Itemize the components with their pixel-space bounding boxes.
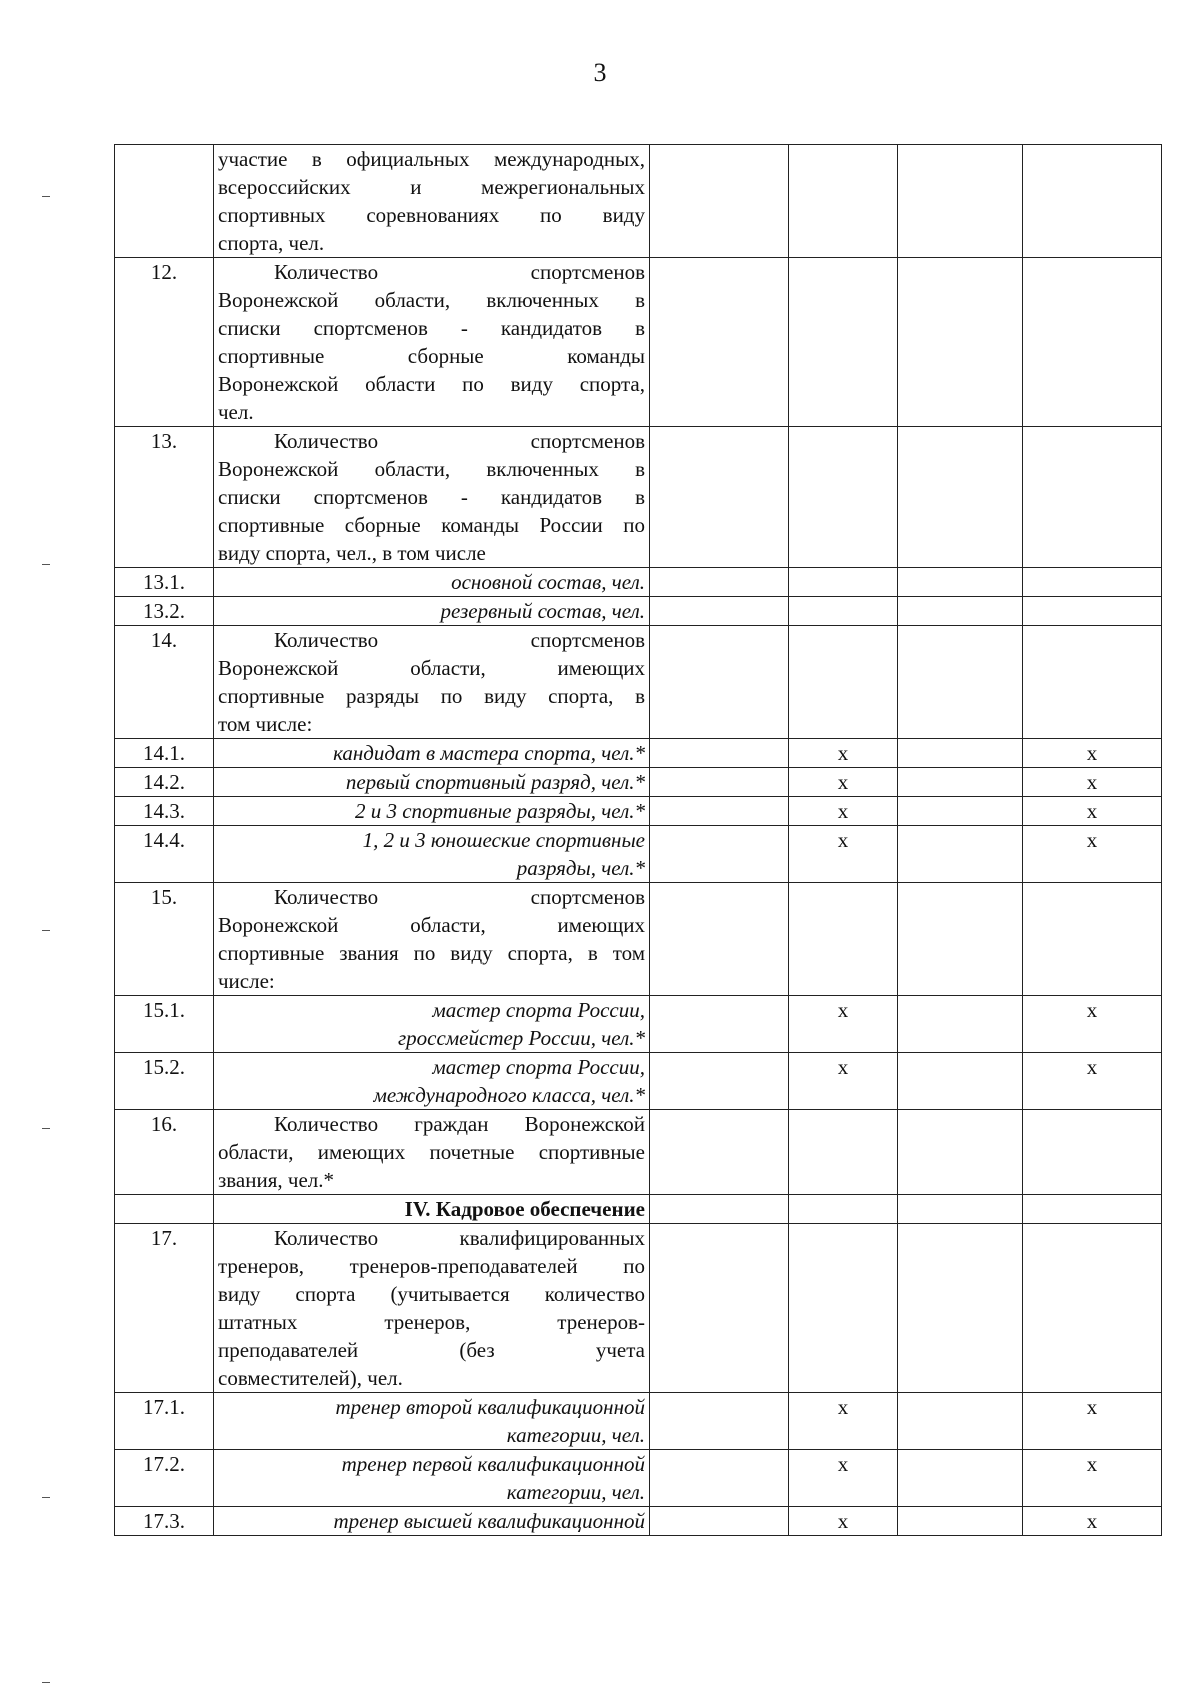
table-row <box>115 739 1162 768</box>
indicator-text-line: Воронежской области, имеющих <box>218 913 645 937</box>
indicator-text-line: Количество спортсменов <box>274 429 645 453</box>
row-number: 15.1. <box>115 996 214 1053</box>
sub-indicator-name <box>214 797 650 826</box>
indicator-text-line: звания, чел.* <box>218 1168 335 1192</box>
sub-indicator-name <box>214 1507 650 1536</box>
sub-indicator-name <box>214 996 650 1053</box>
row-number: 13. <box>115 427 214 568</box>
indicator-text-line: области, имеющих почетные спортивные <box>218 1140 645 1164</box>
value-cell-1 <box>650 1110 789 1195</box>
indicator-text-line: штатных тренеров, тренеров- <box>218 1310 645 1334</box>
scan-mark <box>42 564 50 565</box>
value-cell-2: х <box>789 1393 898 1450</box>
table-row <box>115 1053 1162 1110</box>
value-cell-3 <box>898 826 1023 883</box>
indicator-text-line: Воронежской области по виду спорта, <box>218 372 645 396</box>
row-number: 14.4. <box>115 826 214 883</box>
indicator-text-line: первый спортивный разряд, чел.* <box>345 770 645 794</box>
table-row <box>115 996 1162 1053</box>
value-cell-2 <box>789 883 898 996</box>
table-row <box>115 1110 1162 1195</box>
indicator-text-line: виду спорта, чел., в том числе <box>218 541 486 565</box>
row-number: 14.3. <box>115 797 214 826</box>
value-cell-2 <box>789 145 898 258</box>
value-cell-3 <box>898 568 1023 597</box>
indicator-text-line: международного класса, чел.* <box>373 1083 645 1107</box>
value-cell-2: х <box>789 797 898 826</box>
value-cell-2 <box>789 568 898 597</box>
value-cell-1 <box>650 797 789 826</box>
indicator-text-line: спортивных соревнованиях по виду <box>218 203 645 227</box>
value-cell-4: х <box>1023 1393 1162 1450</box>
indicator-text-line: списки спортсменов - кандидатов в <box>218 316 645 340</box>
value-cell-2: х <box>789 739 898 768</box>
value-cell-2 <box>789 1110 898 1195</box>
value-cell-4: х <box>1023 768 1162 797</box>
value-cell-3 <box>898 1507 1023 1536</box>
indicator-text-line: чел. <box>218 400 254 424</box>
scan-mark <box>42 196 50 197</box>
value-cell-4: х <box>1023 826 1162 883</box>
indicator-text-line: преподавателей (без учета <box>218 1338 645 1362</box>
sub-indicator-name <box>214 568 650 597</box>
table-row <box>115 1195 1162 1224</box>
table-row <box>115 427 1162 568</box>
value-cell-2 <box>789 626 898 739</box>
indicator-text-line: Количество квалифицированных <box>274 1226 645 1250</box>
indicator-text-line: мастер спорта России, <box>432 1055 645 1079</box>
indicator-text-line: всероссийских и межрегиональных <box>218 175 645 199</box>
scan-mark <box>42 1497 50 1498</box>
row-number: 15. <box>115 883 214 996</box>
value-cell-2: х <box>789 1053 898 1110</box>
row-number: 17.2. <box>115 1450 214 1507</box>
value-cell-1 <box>650 427 789 568</box>
indicator-text-line: числе: <box>218 969 275 993</box>
table-row <box>115 1450 1162 1507</box>
indicator-name <box>214 145 650 258</box>
indicators-table <box>114 144 1162 1536</box>
row-number <box>115 145 214 258</box>
indicator-text-line: спортивные сборные команды <box>218 344 645 368</box>
value-cell-1 <box>650 1393 789 1450</box>
value-cell-4 <box>1023 427 1162 568</box>
scan-mark <box>42 1682 50 1683</box>
indicator-text-line: тренер второй квалификационной <box>335 1395 645 1419</box>
indicator-text-line: спортивные разряды по виду спорта, в <box>218 684 645 708</box>
section-heading: IV. Кадровое обеспечение <box>214 1195 650 1224</box>
indicator-text-line: гроссмейстер России, чел.* <box>397 1026 645 1050</box>
value-cell-1 <box>650 883 789 996</box>
value-cell-1 <box>650 739 789 768</box>
table-body <box>115 145 1162 1536</box>
table-row <box>115 258 1162 427</box>
value-cell-4 <box>1023 883 1162 996</box>
value-cell-1 <box>650 768 789 797</box>
value-cell-2: х <box>789 996 898 1053</box>
value-cell-4: х <box>1023 1507 1162 1536</box>
value-cell-2 <box>789 427 898 568</box>
row-number: 14. <box>115 626 214 739</box>
value-cell-1 <box>650 626 789 739</box>
value-cell-2 <box>789 597 898 626</box>
indicator-text-line: спортивные звания по виду спорта, в том <box>218 941 645 965</box>
indicator-text-line: совместителей), чел. <box>218 1366 403 1390</box>
value-cell-2: х <box>789 826 898 883</box>
sub-indicator-name <box>214 739 650 768</box>
indicator-text-line: разряды, чел.* <box>516 856 645 880</box>
value-cell-3 <box>898 996 1023 1053</box>
table-row <box>115 597 1162 626</box>
indicator-text-line: 1, 2 и 3 юношеские спортивные <box>362 828 645 852</box>
value-cell-3 <box>898 797 1023 826</box>
indicator-text-line: категории, чел. <box>506 1423 645 1447</box>
table-row <box>115 768 1162 797</box>
row-number: 12. <box>115 258 214 427</box>
table-row <box>115 883 1162 996</box>
value-cell-1 <box>650 568 789 597</box>
sub-indicator-name <box>214 597 650 626</box>
indicator-name <box>214 258 650 427</box>
value-cell-2: х <box>789 768 898 797</box>
row-number: 17. <box>115 1224 214 1393</box>
value-cell-1 <box>650 258 789 427</box>
table-row <box>115 1507 1162 1536</box>
row-number: 13.2. <box>115 597 214 626</box>
indicator-text-line: списки спортсменов - кандидатов в <box>218 485 645 509</box>
indicator-text-line: резервный состав, чел. <box>440 599 645 623</box>
indicator-text-line: спортивные сборные команды России по <box>218 513 645 537</box>
table-row <box>115 145 1162 258</box>
indicator-text-line: основной состав, чел. <box>451 570 645 594</box>
scan-mark <box>42 930 50 931</box>
value-cell-3 <box>898 1393 1023 1450</box>
indicator-text-line: Количество спортсменов <box>274 885 645 909</box>
indicator-name <box>214 626 650 739</box>
row-number: 13.1. <box>115 568 214 597</box>
row-number: 17.1. <box>115 1393 214 1450</box>
table-row <box>115 626 1162 739</box>
row-number: 17.3. <box>115 1507 214 1536</box>
sub-indicator-name <box>214 826 650 883</box>
value-cell-1 <box>650 1450 789 1507</box>
row-number: 14.1. <box>115 739 214 768</box>
value-cell-3 <box>898 883 1023 996</box>
indicator-text-line: тренеров, тренеров-преподавателей по <box>218 1254 645 1278</box>
table-row <box>115 826 1162 883</box>
value-cell-4 <box>1023 568 1162 597</box>
page-number: 3 <box>593 58 607 87</box>
value-cell-3 <box>898 1224 1023 1393</box>
value-cell-1 <box>650 996 789 1053</box>
indicator-name <box>214 1224 650 1393</box>
indicator-name <box>214 1110 650 1195</box>
row-number <box>115 1195 214 1224</box>
indicator-text-line: Количество спортсменов <box>274 260 645 284</box>
row-number: 15.2. <box>115 1053 214 1110</box>
value-cell-3 <box>898 145 1023 258</box>
value-cell-3 <box>898 768 1023 797</box>
value-cell-1 <box>650 1507 789 1536</box>
value-cell-4 <box>1023 1224 1162 1393</box>
value-cell-2: х <box>789 1450 898 1507</box>
table-row <box>115 1393 1162 1450</box>
value-cell-4 <box>1023 626 1162 739</box>
indicator-text-line: мастер спорта России, <box>432 998 645 1022</box>
indicator-text-line: тренер высшей квалификационной <box>333 1509 645 1533</box>
value-cell-1 <box>650 1195 789 1224</box>
value-cell-4: х <box>1023 739 1162 768</box>
sub-indicator-name <box>214 1053 650 1110</box>
value-cell-4: х <box>1023 996 1162 1053</box>
value-cell-3 <box>898 1450 1023 1507</box>
indicator-text-line: спорта, чел. <box>218 231 325 255</box>
value-cell-4 <box>1023 597 1162 626</box>
value-cell-4 <box>1023 1110 1162 1195</box>
indicator-name <box>214 427 650 568</box>
indicator-name <box>214 883 650 996</box>
indicator-text-line: Воронежской области, включенных в <box>218 457 645 481</box>
value-cell-3 <box>898 258 1023 427</box>
indicator-text-line: Количество спортсменов <box>274 628 645 652</box>
indicator-text-line: категории, чел. <box>506 1480 645 1504</box>
sub-indicator-name <box>214 1450 650 1507</box>
value-cell-2: х <box>789 1507 898 1536</box>
indicator-text-line: 2 и 3 спортивные разряды, чел.* <box>354 799 645 823</box>
indicator-text-line: том числе: <box>218 712 313 736</box>
row-number: 14.2. <box>115 768 214 797</box>
value-cell-1 <box>650 145 789 258</box>
value-cell-1 <box>650 1224 789 1393</box>
indicator-text-line: Количество граждан Воронежской <box>274 1112 645 1136</box>
indicator-text-line: Воронежской области, имеющих <box>218 656 645 680</box>
value-cell-4 <box>1023 258 1162 427</box>
indicator-text-line: тренер первой квалификационной <box>341 1452 645 1476</box>
sub-indicator-name <box>214 768 650 797</box>
value-cell-3 <box>898 1110 1023 1195</box>
value-cell-4: х <box>1023 1053 1162 1110</box>
indicator-text-line: Воронежской области, включенных в <box>218 288 645 312</box>
value-cell-1 <box>650 826 789 883</box>
value-cell-4: х <box>1023 1450 1162 1507</box>
table-row <box>115 797 1162 826</box>
value-cell-4 <box>1023 145 1162 258</box>
value-cell-3 <box>898 739 1023 768</box>
value-cell-3 <box>898 626 1023 739</box>
value-cell-1 <box>650 1053 789 1110</box>
value-cell-2 <box>789 1195 898 1224</box>
value-cell-3 <box>898 1053 1023 1110</box>
value-cell-3 <box>898 1195 1023 1224</box>
value-cell-2 <box>789 258 898 427</box>
table-row <box>115 568 1162 597</box>
table-row <box>115 1224 1162 1393</box>
indicator-text-line: кандидат в мастера спорта, чел.* <box>333 741 645 765</box>
indicator-text-line: участие в официальных международных, <box>218 147 645 171</box>
row-number: 16. <box>115 1110 214 1195</box>
value-cell-4 <box>1023 1195 1162 1224</box>
indicator-text-line: виду спорта (учитывается количество <box>218 1282 645 1306</box>
scan-mark <box>42 1128 50 1129</box>
value-cell-3 <box>898 427 1023 568</box>
value-cell-4: х <box>1023 797 1162 826</box>
sub-indicator-name <box>214 1393 650 1450</box>
value-cell-3 <box>898 597 1023 626</box>
value-cell-1 <box>650 597 789 626</box>
value-cell-2 <box>789 1224 898 1393</box>
